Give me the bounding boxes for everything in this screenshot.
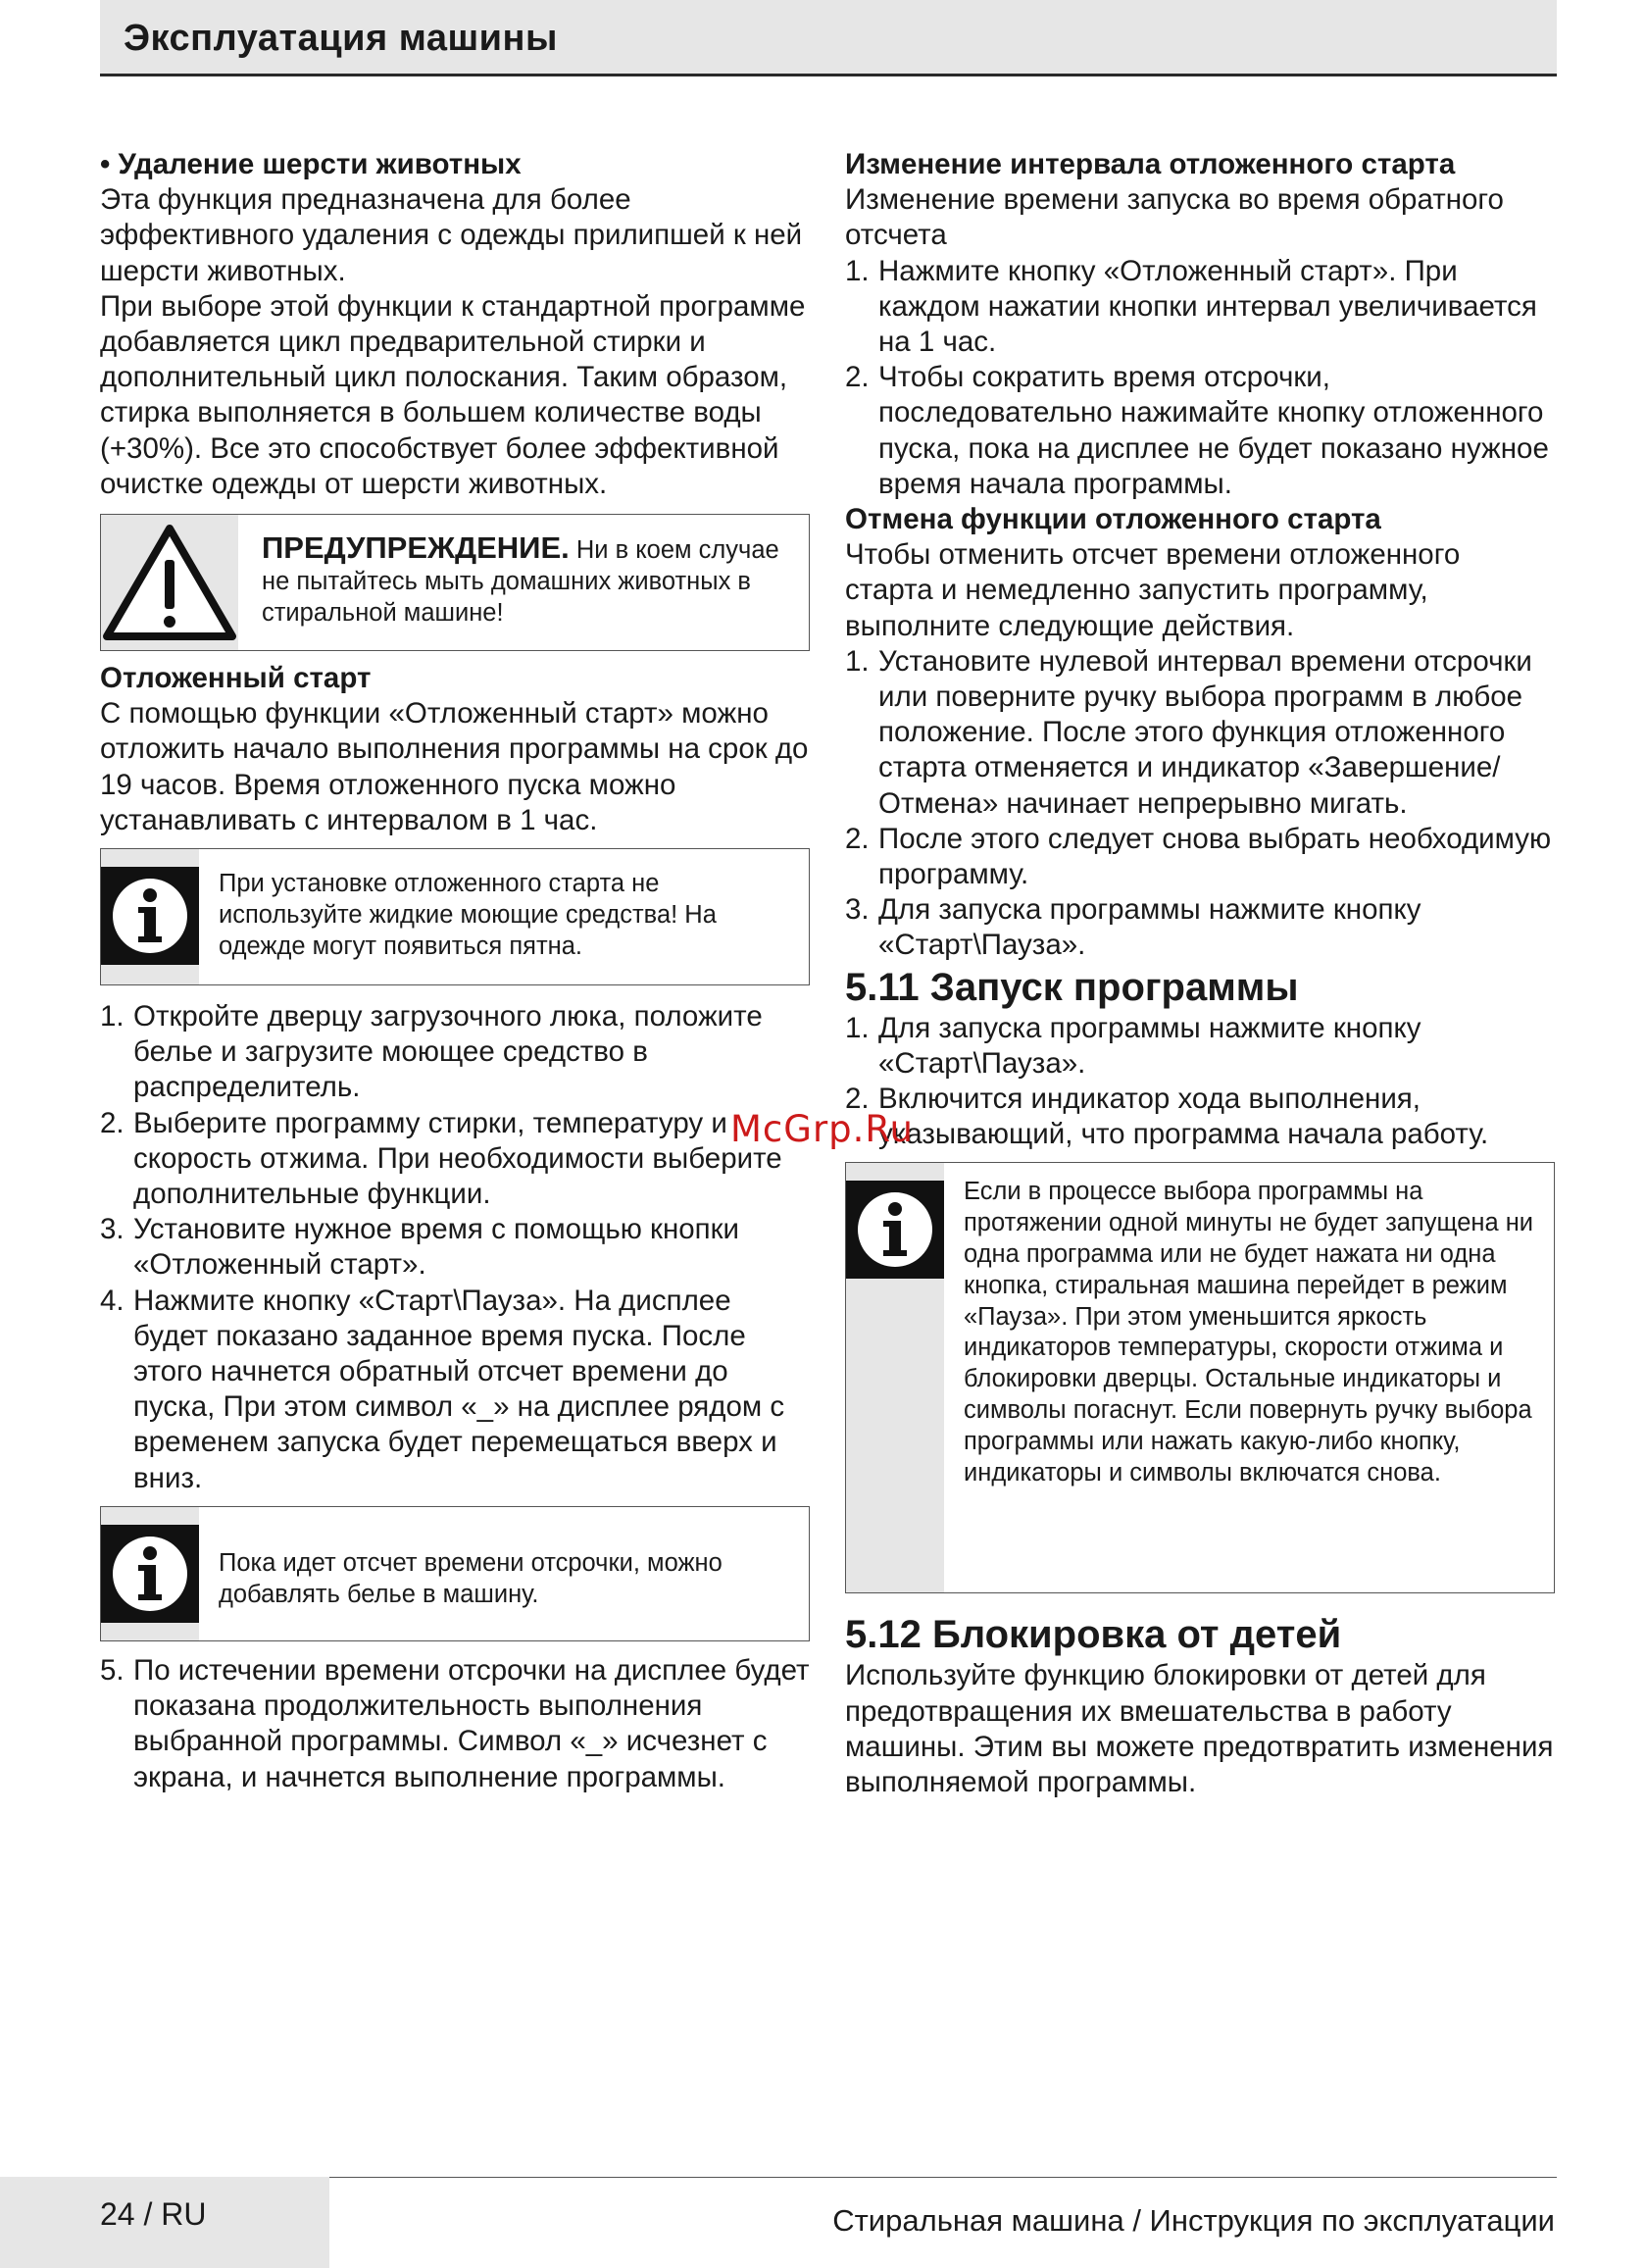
list-item: 3. Установите нужное время с помощью кнопки «Отложенный старт». (100, 1213, 740, 1282)
page-header (100, 0, 1557, 76)
delayed-start-steps (100, 999, 810, 1496)
delayed-start-step-5 (100, 1653, 810, 1795)
list-item: 1. Нажмите кнопку «Отложенный старт». При каждом нажатии кнопки интервал увеличивается на 1 час. (845, 254, 1537, 359)
left-column (100, 147, 810, 1795)
warning-box (100, 514, 810, 651)
delayed-start-text: С помощью функции «Отложенный старт» можно отложить начало выполнения программы на срок до 19 часов. Время отложенного пуска можно устанавливать с интервалом в 1 час. (100, 697, 809, 836)
change-interval-steps (845, 254, 1555, 502)
cancel-delay-steps (845, 644, 1555, 964)
child-lock-text: Используйте функцию блокировки от детей для предотвращения их вмешательства в работу машины. Этим вы можете предотвратить изменения выполняемой программы. (845, 1659, 1554, 1799)
footer-divider (329, 2177, 1557, 2178)
pet-hair-paragraph-2: При выборе этой функции к стандартной программе добавляется цикл предварительной стирки и дополнительный цикл полоскания. Таким образом, стирка выполняется в большем количестве воды (+30%). Все это способствует более эффективной очистке одежды от шерсти животных. (100, 289, 806, 500)
info-box-add-laundry (100, 1506, 810, 1641)
warning-text: Ни в коем случае не пытайтесь мыть домашних животных в стиральной машине! (262, 536, 779, 627)
info-box-detergent (100, 848, 810, 985)
right-column (845, 147, 1555, 1800)
list-item: 3. Для запуска программы нажмите кнопку «Старт\Пауза». (845, 893, 1421, 962)
list-item: 2. Включится индикатор хода выполнения, указывающий, что программа начала работу. (845, 1083, 1489, 1151)
cancel-delay-heading: Отмена функции отложенного старта (845, 503, 1381, 536)
info-box-add-laundry-text: Пока идет отсчет времени отсрочки, можно добавлять белье в машину. (219, 1548, 723, 1608)
info-icon (101, 867, 199, 965)
list-item: 2. Выберите программу стирки, температуру и скорость отжима. При необходимости выберите дополнительные функции. (100, 1106, 782, 1211)
footer-document-title: Стиральная машина / Инструкция по эксплуатации (832, 2203, 1555, 2238)
delayed-start-heading: Отложенный старт (100, 662, 372, 695)
cancel-delay-intro: Чтобы отменить отсчет времени отложенного старта и немедленно запустить программу, выполните следующие действия. (845, 538, 1461, 642)
list-item: 1. Для запуска программы нажмите кнопку «Старт\Пауза». (845, 1011, 1421, 1080)
footer-page-box (0, 2177, 329, 2268)
section-5-11-heading: 5.11 Запуск программы (845, 965, 1299, 1009)
pet-hair-paragraph-1: Эта функция предназначена для более эффективного удаления с одежды прилипшей к ней шерсти животных. (100, 183, 803, 287)
pet-hair-heading: • Удаление шерсти животных (100, 148, 522, 180)
list-item: 1. Установите нулевой интервал времени отсрочки или поверните ручку выбора программ в любое положение. После этого функция отложенного старта отменяется и индикатор «Завершение/Отмена» начинает непрерывно мигать. (845, 644, 1532, 820)
info-box-pause-mode (845, 1162, 1555, 1593)
page-header-title: Эксплуатация машины (124, 18, 558, 59)
list-item: 5. По истечении времени отсрочки на дисплее будет показана продолжительность выполнения выбранной программы. Символ «_» исчезнет с экрана, и начнется выполнение программы. (100, 1653, 810, 1793)
change-interval-heading: Изменение интервала отложенного старта (845, 148, 1456, 180)
warning-triangle-icon (101, 523, 238, 642)
change-interval-intro: Изменение времени запуска во время обратного отсчета (845, 183, 1504, 252)
info-icon (101, 1525, 199, 1623)
warning-title: ПРЕДУПРЕЖДЕНИЕ. (262, 530, 570, 566)
list-item: 4. Нажмите кнопку «Старт\Пауза». На дисплее будет показано заданное время пуска. После этого начнется обратный отсчет времени до пуска, При этом символ «_» на дисплее рядом с временем запуска будет перемещаться вверх и вниз. (100, 1284, 785, 1494)
list-item: 2. Чтобы сократить время отсрочки, последовательно нажимайте кнопку отложенного пуска, пока на дисплее не будет показано нужное время начала программы. (845, 361, 1549, 500)
section-5-12-heading: 5.12 Блокировка от детей (845, 1613, 1342, 1657)
watermark: McGrp.Ru (730, 1108, 914, 1150)
page-number: 24 / RU (100, 2196, 207, 2232)
info-box-detergent-text: При установке отложенного старта не используйте жидкие моющие средства! На одежде могут появиться пятна. (219, 870, 717, 960)
start-program-steps (845, 1011, 1555, 1153)
list-item: 1. Откройте дверцу загрузочного люка, положите белье и загрузите моющее средство в распределитель. (100, 1000, 763, 1104)
list-item: 2. После этого следует снова выбрать необходимую программу. (845, 822, 1552, 891)
info-box-pause-mode-text: Если в процессе выбора программы на протяжении одной минуты не будет запущена ни одна программа или не будет нажата ни одна кнопка, стиральная машина перейдет в режим «Пауза». При этом уменьшится яркость индикаторов температуры, скорости отжима и блокировки дверцы. Остальные индикаторы и символы погаснут. Если повернуть ручку выбора программы или нажать какую-либо кнопку, индикаторы и символы включатся снова. (964, 1178, 1534, 1487)
info-icon (846, 1181, 944, 1279)
